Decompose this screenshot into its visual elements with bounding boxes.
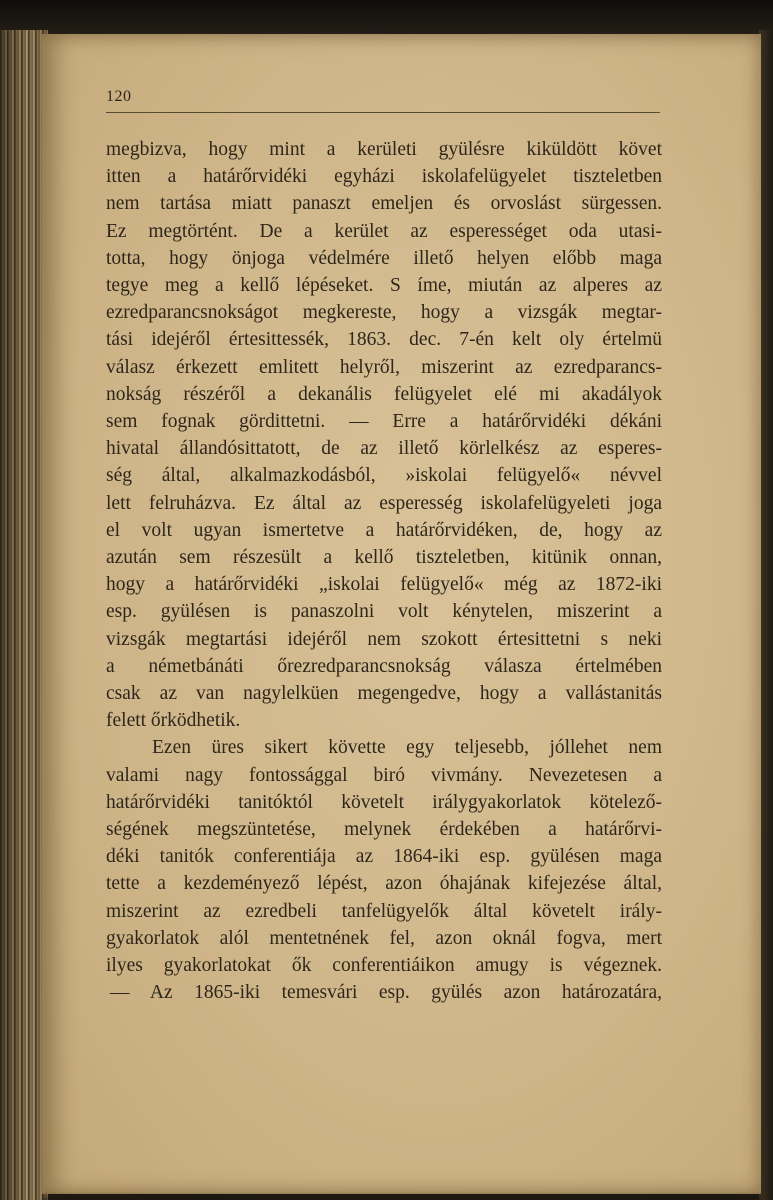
right-binding-edge — [759, 30, 773, 1200]
text-line: megbizva, hogy mint a kerületi gyülésre kiküldött követ — [106, 139, 662, 160]
paragraph-end-line: felett őrködhetik. — [106, 710, 241, 732]
text-line: hogy a határőrvidéki „iskolai felügyelő« még az 1872-iki — [106, 574, 662, 596]
text-line: Ez megtörtént. De a kerület az esperességet oda utasi- — [106, 220, 662, 242]
text-line: gyakorlatok alól mentetnének fel, azon oknál fogva, mert — [106, 927, 662, 949]
text-line: lett felruházva. Ez által az esperesség iskolafelügyeleti joga — [106, 492, 662, 514]
text-line: vizsgák megtartási idejéről nem szokott értesittetni s neki — [106, 628, 662, 650]
text-line: ség által, alkalmazkodásból, »iskolai felügyelő« névvel — [106, 465, 662, 487]
text-line: miszerint az ezredbeli tanfelügyelők által követelt irály- — [106, 900, 662, 922]
text-line: nokság részéről a dekanális felügyelet elé mi akadályok — [106, 383, 662, 405]
text-line: valami nagy fontossággal biró vivmány. Nevezetesen a — [106, 764, 662, 786]
text-line: el volt ugyan ismertetve a határőrvidéken, de, hogy az — [106, 519, 662, 541]
bottom-shadow — [42, 1192, 761, 1200]
header-rule — [106, 112, 660, 113]
text-line: itten a határőrvidéki egyházi iskolafelügyelet tiszteletben — [106, 166, 662, 188]
text-line: válasz érkezett emlitett helyről, miszerint az ezredparancs- — [106, 356, 662, 378]
text-line: déki tanitók conferentiája az 1864-iki esp. gyülésen maga — [106, 846, 662, 868]
text-line: nem tartása miatt panaszt emeljen és orvoslást sürgessen. — [106, 193, 662, 215]
text-line: tegye meg a kellő lépéseket. S íme, miután az alperes az — [106, 275, 662, 297]
stacked-page-edges — [0, 30, 48, 1200]
top-shadow — [0, 0, 773, 36]
page-number: 120 — [106, 88, 132, 105]
text-line: ségének megszüntetése, melynek érdekében a határőrvi- — [106, 819, 662, 841]
text-line: a németbánáti őrezredparancsnokság válasza értelmében — [106, 655, 662, 677]
text-line: ilyes gyakorlatokat ők conferentiáikon amugy is végeznek. — [106, 955, 662, 977]
text-line: ezredparancsnokságot megkereste, hogy a vizsgák megtar- — [106, 302, 662, 324]
body-text — [106, 136, 662, 1007]
text-line: esp. gyülésen is panaszolni volt kénytelen, miszerint a — [106, 601, 662, 623]
text-line: — Az 1865-iki temesvári esp. gyülés azon határozatára, — [110, 982, 662, 1004]
text-line: azután sem részesült a kellő tiszteletben, kitünik onnan, — [106, 547, 662, 569]
text-line: hivatal állandósittatott, de az illető körlelkész az esperes- — [106, 438, 662, 460]
paragraph-start-line: Ezen üres sikert követte egy teljesebb, jóllehet nem — [152, 737, 662, 759]
text-line: csak az van nagylelküen megengedve, hogy a vallástanitás — [106, 683, 662, 705]
text-line: tási idejéről értesittessék, 1863. dec. 7-én kelt oly értelmü — [106, 329, 662, 351]
text-line: tette a kezdeményező lépést, azon óhajának kifejezése által, — [106, 873, 662, 895]
text-line: totta, hogy önjoga védelmére illető helyen előbb maga — [106, 247, 662, 269]
text-line: határőrvidéki tanitóktól követelt irálygyakorlatok kötelező- — [106, 791, 662, 813]
text-line: sem fognak gördittetni. — Erre a határőrvidéki dékáni — [106, 411, 662, 433]
